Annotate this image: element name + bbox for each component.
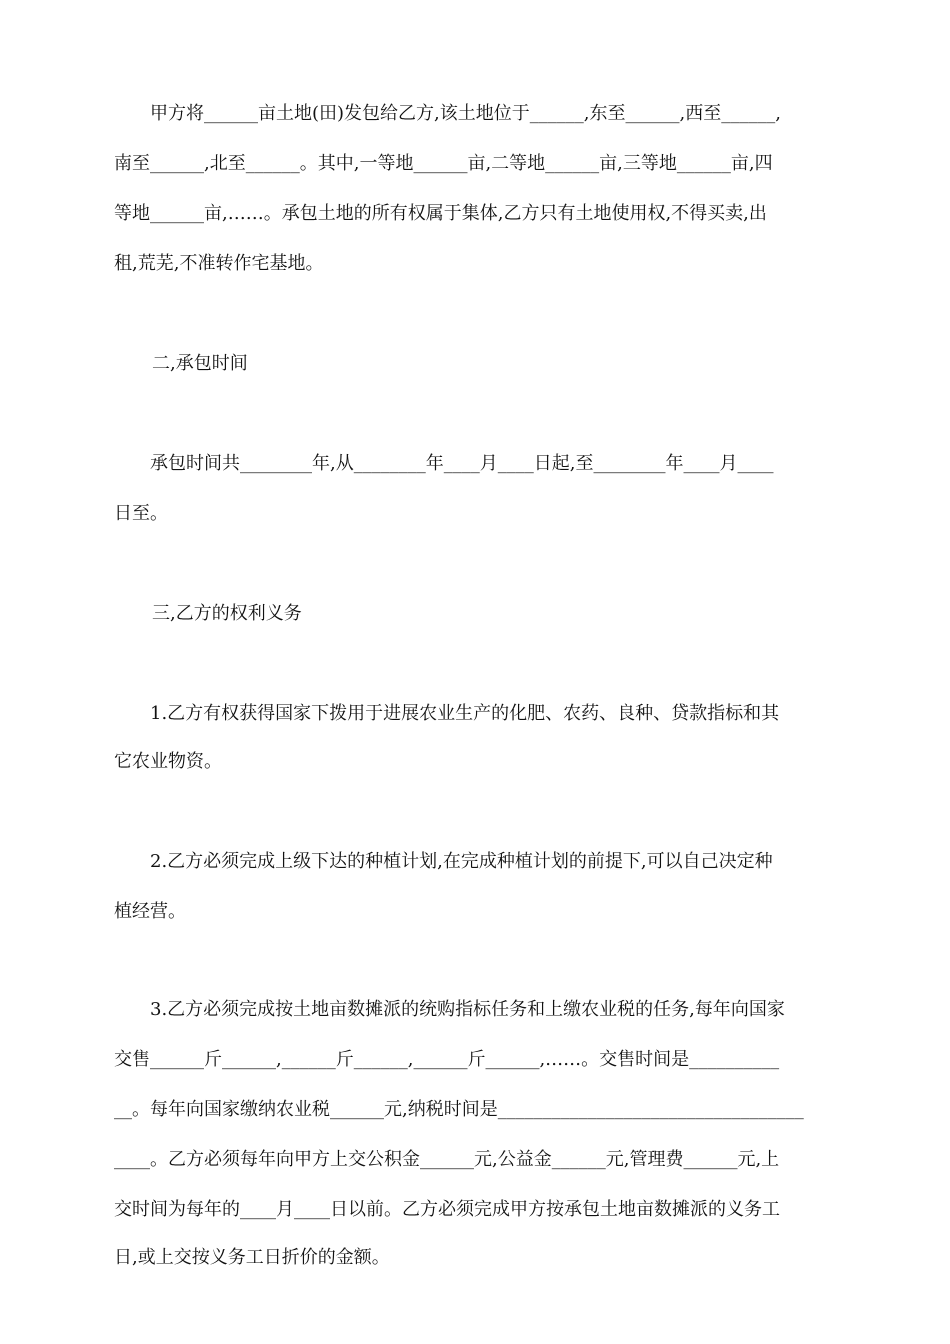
section2-line-2: 日至。: [114, 503, 168, 524]
item3-line-6: 日,或上交按义务工日折价的金额。: [114, 1247, 390, 1268]
section1-line-3: 等地______亩,……。承包土地的所有权属于集体,乙方只有土地使用权,不得买卖,出: [114, 203, 767, 224]
item3-line-3: __。每年向国家缴纳农业税______元,纳税时间是__________________________________: [114, 1099, 804, 1120]
item2-line-1: 2.乙方必须完成上级下达的种植计划,在完成种植计划的前提下,可以自己决定种: [114, 851, 773, 872]
item3-line-4: ____。乙方必须每年向甲方上交公积金______元,公益金______元,管理费______元,上: [114, 1149, 780, 1170]
section1-line-4: 租,荒芜,不准转作宅基地。: [114, 253, 324, 274]
item1-line-2: 它农业物资。: [114, 751, 222, 772]
item1-line-1: 1.乙方有权获得国家下拨用于进展农业生产的化肥、农药、良种、贷款指标和其: [114, 703, 780, 724]
section3-heading: 三,乙方的权利义务: [152, 603, 302, 624]
item3-line-1: 3.乙方必须完成按土地亩数摊派的统购指标任务和上缴农业税的任务,每年向国家: [114, 999, 785, 1020]
section1-line-2: 南至______,北至______。其中,一等地______亩,二等地______亩,三等地______亩,四: [114, 153, 773, 174]
section2-heading: 二,承包时间: [152, 353, 248, 374]
item3-line-2: 交售______斤______,______斤______,______斤______,……。交售时间是__________: [114, 1049, 780, 1070]
section2-line-1: 承包时间共________年,从________年____月____日起,至________年____月____: [114, 453, 774, 474]
section1-line-1: 甲方将______亩土地(田)发包给乙方,该土地位于______,东至______,西至______,: [114, 103, 781, 124]
item3-line-5: 交时间为每年的____月____日以前。乙方必须完成甲方按承包土地亩数摊派的义务工: [114, 1199, 780, 1220]
item2-line-2: 植经营。: [114, 901, 186, 922]
